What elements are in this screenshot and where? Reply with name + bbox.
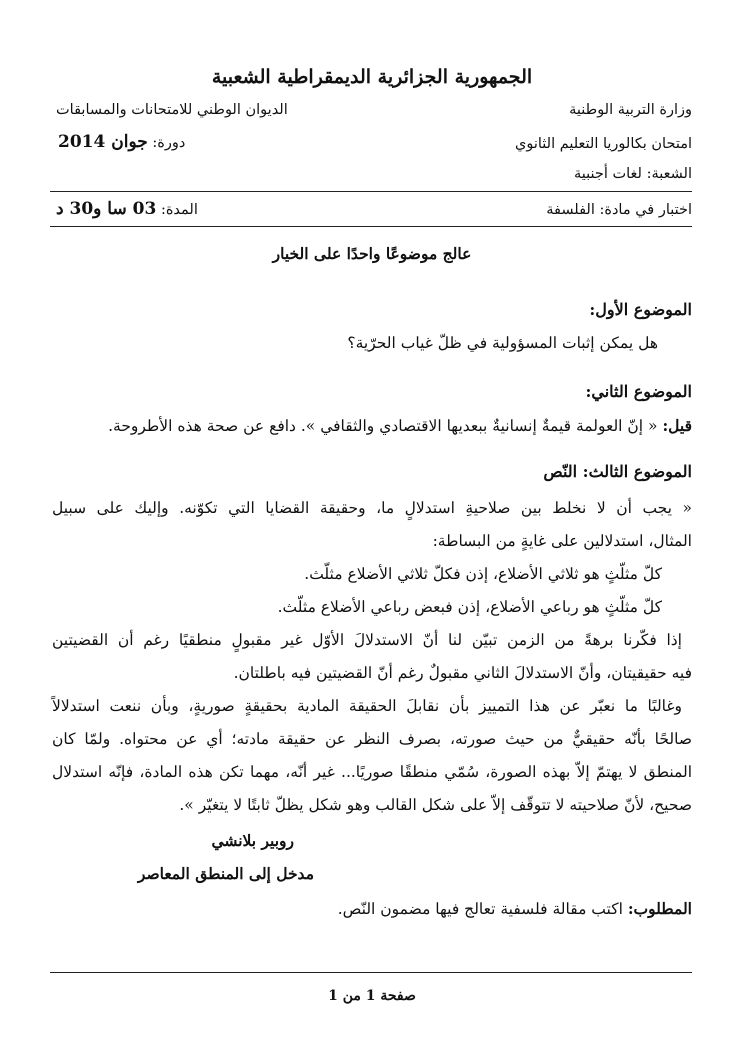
source-book: مدخل إلى المنطق المعاصر <box>137 864 314 883</box>
text-line: صالحًا بأنّه حقيقيٌّ من حيث صورته، بصرف النظر عن حقيقة مادته؛ أي عن محتواه. ولمّا كان <box>52 730 692 748</box>
topic2-title: الموضوع الثاني: <box>585 382 692 401</box>
duration-info <box>56 199 198 219</box>
session-info <box>58 132 185 152</box>
republic-title: الجمهورية الجزائرية الديمقراطية الشعبية <box>211 66 533 88</box>
footer-divider <box>50 972 692 973</box>
stream-info <box>574 166 692 182</box>
text-line: كلّ مثلّثٍ هو ثلاثي الأضلاع، إذن فكلّ ثلاثي الأضلاع مثلّث. <box>304 565 662 583</box>
topic3-text <box>52 492 692 822</box>
stream-value: لغات أجنبية <box>573 166 642 182</box>
text-line: كلّ مثلّثٍ هو رباعي الأضلاع، إذن فبعض رباعي الأضلاع مثلّث. <box>277 598 662 616</box>
session-value: جوان 2014 <box>58 132 148 152</box>
duration-label: المدة: <box>160 202 198 218</box>
subject-info <box>546 202 692 218</box>
ministry-label: وزارة التربية الوطنية <box>569 102 692 118</box>
header-divider-top <box>50 191 692 192</box>
text-line: فيه حقيقيتان، وأنّ الاستدلالَ الثاني مقبولٌ رغم أنّ القضيتين فيه باطلتان. <box>233 664 692 682</box>
task <box>338 899 692 918</box>
topic1-title: الموضوع الأول: <box>589 300 692 319</box>
text-line: المثال، استدلالين على غايةٍ من البساطة: <box>432 532 692 550</box>
topic3-title: الموضوع الثالث: النّص <box>543 462 692 481</box>
topic1-question: هل يمكن إثبات المسؤولية في ظلّ غياب الحرّية؟ <box>347 334 658 352</box>
instruction: عالج موضوعًا واحدًا على الخيار <box>272 244 472 263</box>
stream-label: الشعبة: <box>646 166 692 182</box>
session-label: دورة: <box>152 135 186 151</box>
topic2-statement <box>108 416 692 435</box>
task-text: اكتب مقالة فلسفية تعالج فيها مضمون النّص. <box>337 900 623 918</box>
header-divider-bottom <box>50 226 692 227</box>
text-line: المنطق لا يهتمّ إلاّ بهذه الصورة، سُمّي منطقًا صوريًا... غير أنّه، مهما تكن هذه المادة، فإنّه استدلال <box>52 763 692 781</box>
text-line: « يجب أن لا نخلط بين صلاحيةِ استدلالٍ ما، وحقيقة القضايا التي تكوّنه. وإليك على سبيل <box>52 499 692 517</box>
text-line: صحيح، لأنّ صلاحيته لا تتوقّف إلاّ على شكل القالب وهو شكل يظلّ ثابتًا لا يتغيّر ». <box>179 796 692 814</box>
office-label: الديوان الوطني للامتحانات والمسابقات <box>56 102 288 118</box>
duration-value: 03 سا و30 د <box>56 199 157 219</box>
text-line: إذا فكّرنا برهةً من الزمن تبيّن لنا أنّ الاستدلالَ الأوّل غير مقبولٍ منطقيًا رغم أن القضيتين <box>52 631 682 649</box>
topic2-label: قيل: <box>662 416 692 435</box>
topic2-text: « إنّ العولمة قيمةٌ إنسانيةٌ ببعديها الاقتصادي والثقافي ». دافع عن صحة هذه الأطروحة. <box>108 417 658 435</box>
subject-label: اختبار في مادة: <box>599 202 692 218</box>
text-line: وغالبًا ما نعبّر عن هذا التمييز بأن نقابلَ الحقيقة المادية بحقيقةٍ صوريةٍ، وبأن ننعت استدلالاً <box>52 697 682 715</box>
source-author: روبير بلانشي <box>211 831 294 850</box>
subject-value: الفلسفة <box>546 202 595 218</box>
task-label: المطلوب: <box>627 899 692 918</box>
exam-label: امتحان بكالوريا التعليم الثانوي <box>514 136 692 152</box>
page-number: صفحة 1 من 1 <box>328 988 416 1004</box>
